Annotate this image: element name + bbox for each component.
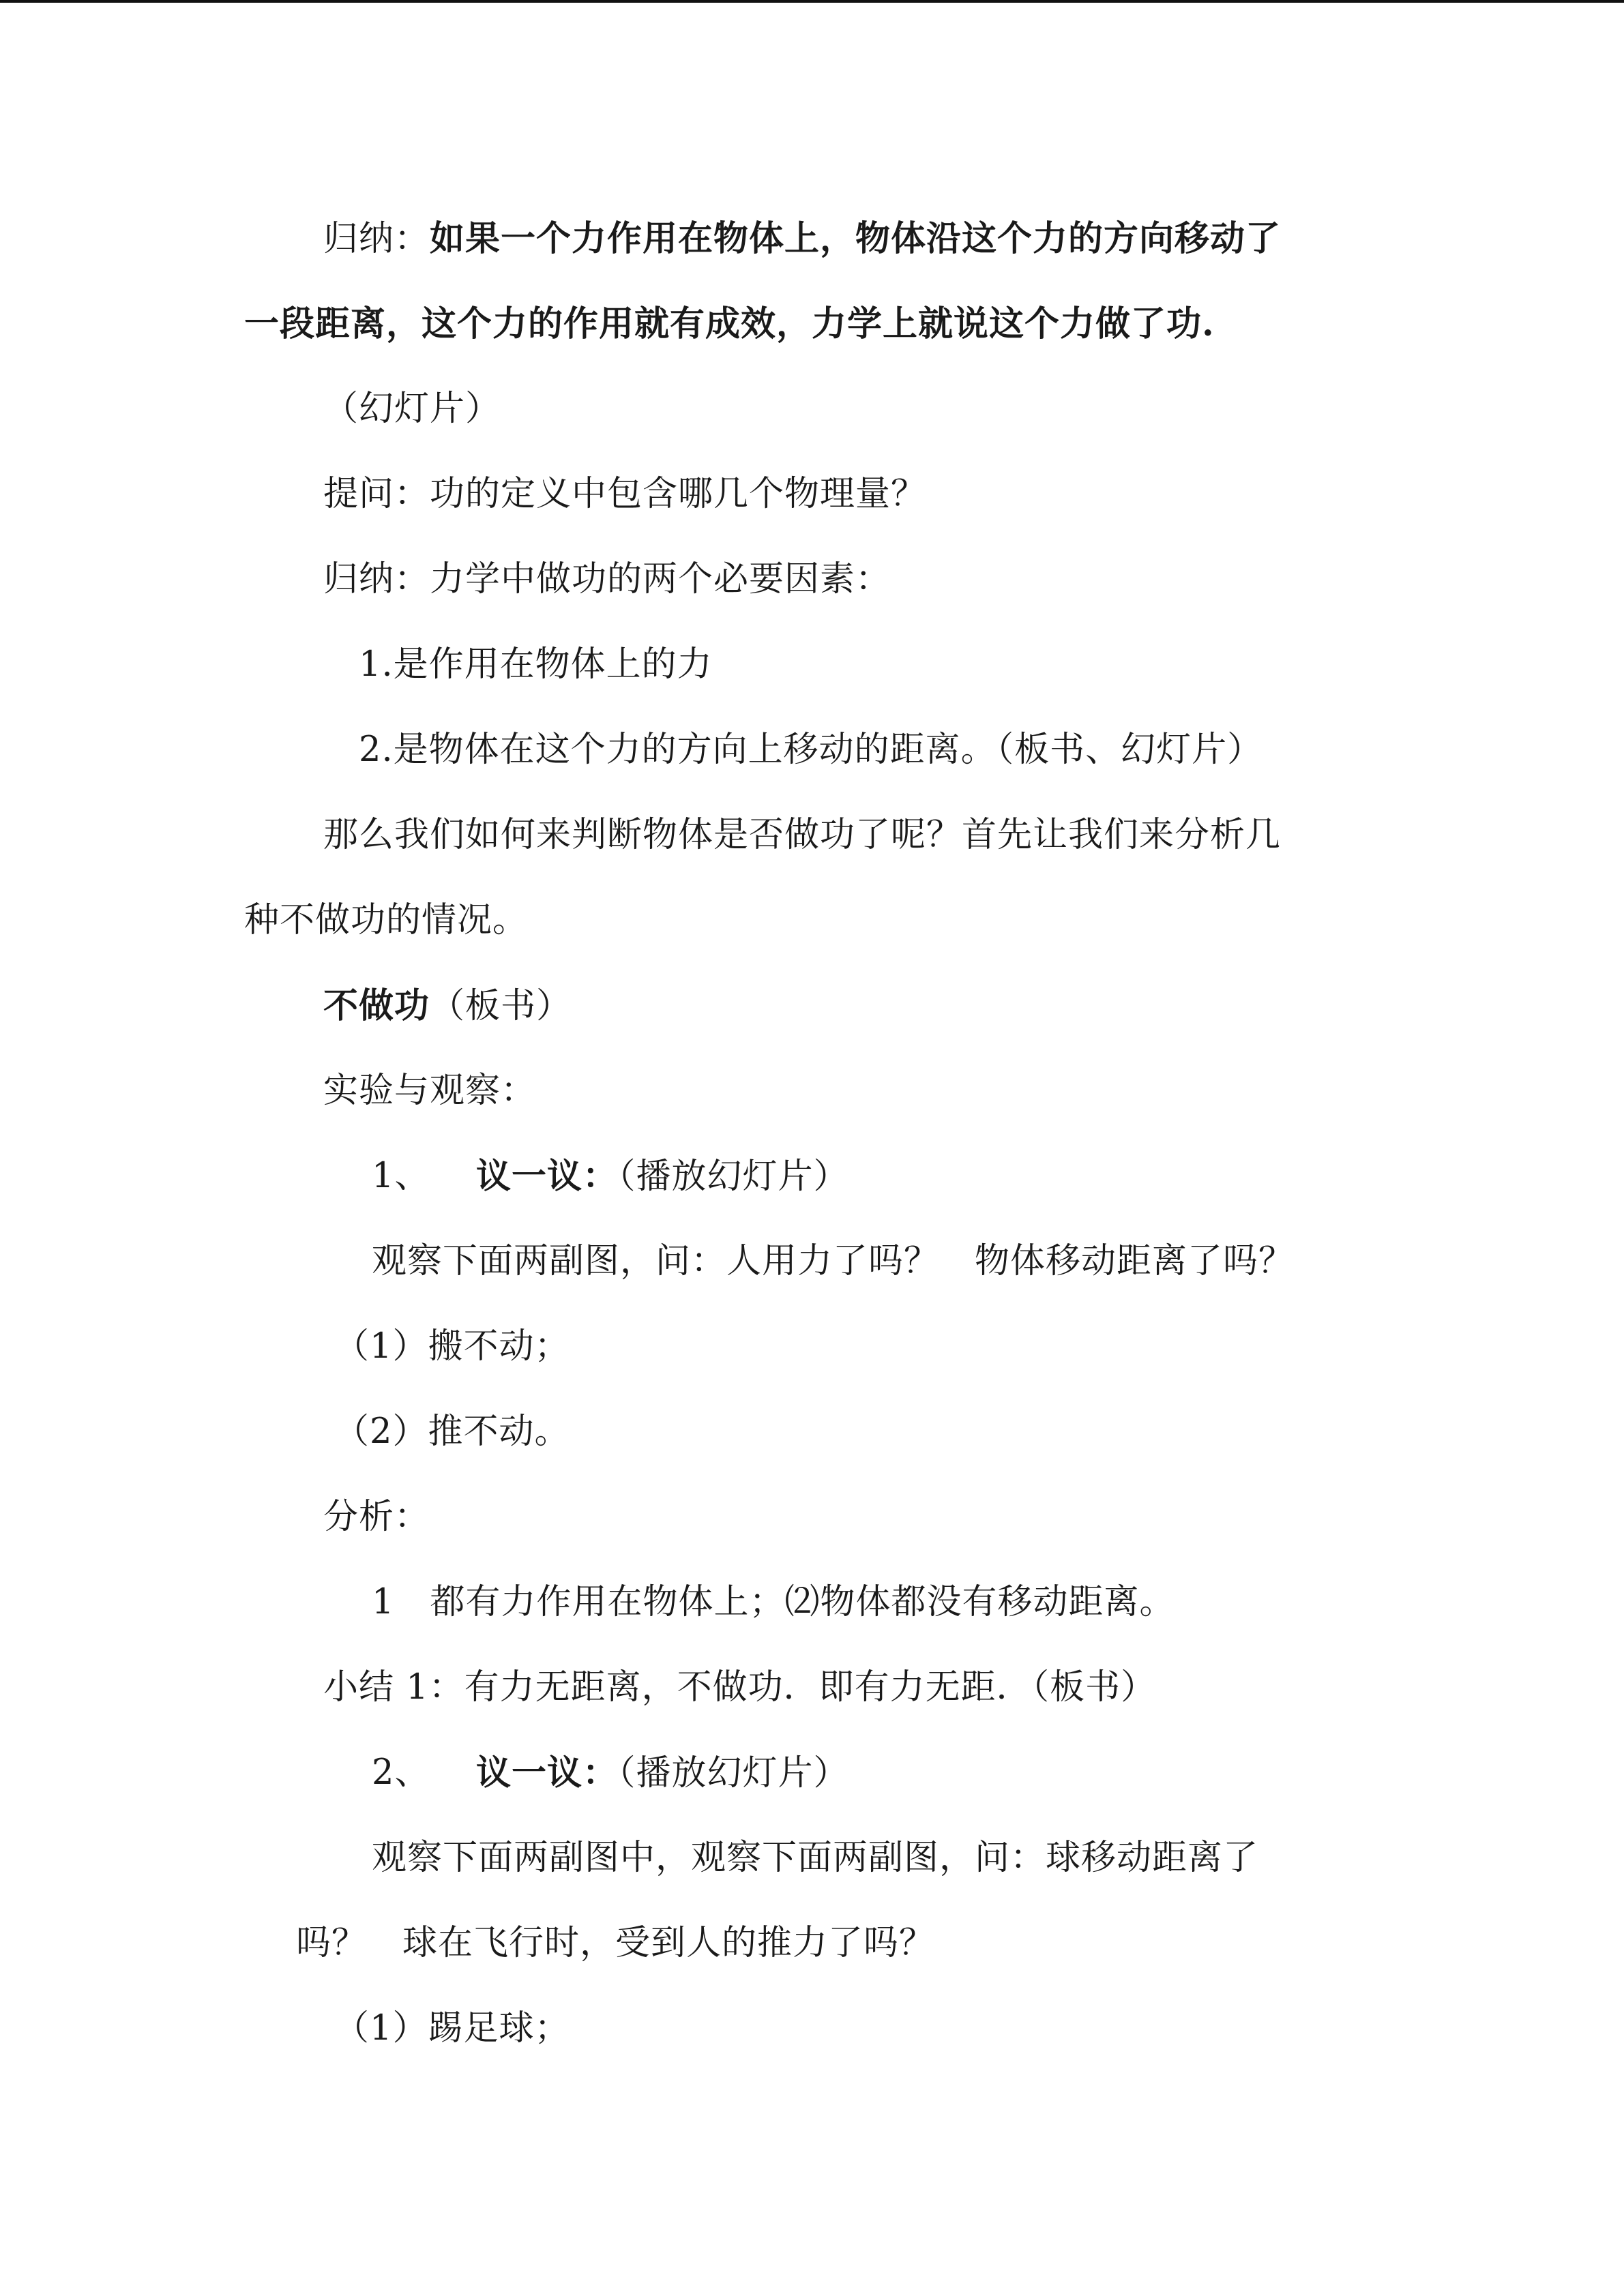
factor-2: 2.是物体在这个力的方向上移动的距离。（板书、幻灯片） (359, 730, 1263, 770)
definition-line-1 (323, 218, 1281, 260)
summary-intro: 归纳：力学中做功的两个必要因素： (323, 559, 891, 599)
no-work-heading-note: （板书） (430, 986, 572, 1026)
experiment-heading: 实验与观察： (323, 1071, 537, 1111)
discussion-1-bold: 议一议： (476, 1156, 619, 1197)
definition-line-2: 一段距离，这个力的作用就有成效，力学上就说这个力做了功. (244, 303, 1215, 344)
discussion-2-number: 2、 (372, 1753, 430, 1793)
discussion-1-case-1: （1）搬不动； (334, 1326, 570, 1367)
analysis-line: 1 都有力作用在物体上；⑵物体都没有移动距离。 (372, 1582, 1175, 1622)
question-line: 提问：功的定义中包含哪几个物理量？ (323, 474, 927, 514)
conclusion-1: 小结 1：有力无距离，不做功．即有力无距．（板书） (323, 1667, 1157, 1708)
transition-line-2: 种不做功的情况。 (244, 900, 529, 940)
discussion-1-number: 1、 (372, 1156, 430, 1196)
discussion-2-heading (476, 1753, 849, 1794)
definition-bold-1: 如果一个力作用在物体上，物体沿这个力的方向移动了 (430, 218, 1282, 259)
discussion-1-case-2: （2）推不动。 (334, 1412, 570, 1452)
no-work-heading (323, 985, 572, 1027)
discussion-1-heading (476, 1156, 849, 1197)
discussion-2-observe-2: 吗？ 球在飞行时，受到人的推力了吗？ (296, 1923, 935, 1963)
discussion-2-note: （播放幻灯片） (618, 1753, 849, 1793)
discussion-2-observe-1: 观察下面两副图中，观察下面两副图，问：球移动距离了 (372, 1838, 1259, 1878)
factor-1: 1.是作用在物体上的力 (359, 644, 713, 685)
transition-line-1: 那么我们如何来判断物体是否做功了呢？首先让我们来分析几 (323, 815, 1282, 855)
discussion-1-observe: 观察下面两副图，问：人用力了吗？ 物体移动距离了吗？ (372, 1241, 1295, 1281)
page-top-border (0, 0, 1624, 3)
definition-lead: 归纳： (323, 219, 430, 259)
analysis-label: 分析： (323, 1497, 430, 1537)
no-work-heading-bold: 不做功 (323, 985, 430, 1026)
discussion-2-case-1: （1）踢足球； (334, 2008, 570, 2048)
discussion-1-note: （播放幻灯片） (618, 1157, 849, 1197)
discussion-2-bold: 议一议： (476, 1753, 619, 1793)
slide-note: （幻灯片） (323, 389, 501, 429)
